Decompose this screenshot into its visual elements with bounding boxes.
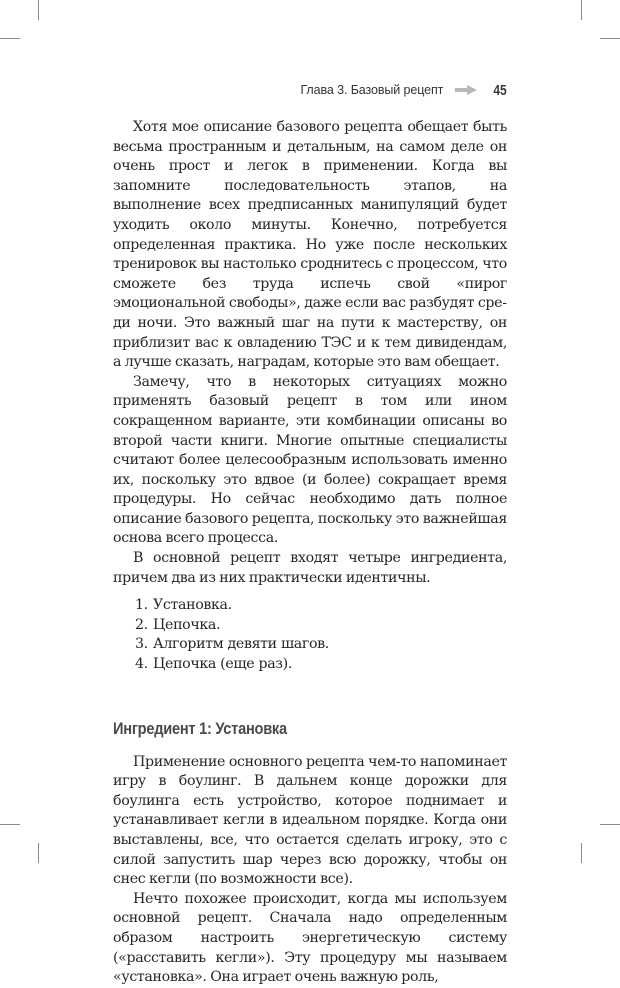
crop-mark-top-left-vertical: [38, 0, 39, 20]
page-body: [113, 118, 507, 988]
list-item-number: 3.: [135, 636, 148, 653]
list-item: [113, 596, 507, 616]
list-item-text: Установка.: [153, 597, 232, 614]
list-item-text: Цепочка.: [153, 616, 221, 633]
list-item-number: 2.: [135, 616, 148, 633]
crop-mark-bottom-right-vertical: [581, 843, 582, 863]
list-item-text: Алгоритм девяти шагов.: [153, 636, 329, 653]
paragraph: Замечу, что в некоторых ситуациях можно применять базовый рецепт в том или ином сокращенном варианте, эти комбинации описаны во второй части книги. Многие опытные специалисты считают более целесообразным использовать именно их, поскольку это вдвое (и более) сокращает время процедуры. Но сейчас необходимо дать полное описание базового рецепта, поскольку это важнейшая основа всего процесса.: [113, 373, 507, 547]
crop-mark-bottom-left-horizontal: [0, 824, 20, 825]
crop-mark-top-left-horizontal: [0, 38, 20, 39]
list-item: [113, 655, 507, 675]
list-item: [113, 616, 507, 636]
list-item-number: 4.: [135, 656, 148, 673]
ingredients-list: [113, 596, 507, 674]
paragraph: В основной рецепт входят четыре ингредиента, причем два из них практически идентичны.: [113, 550, 507, 586]
paragraph: Применение основного рецепта чем-то напоминает игру в боулинг. В дальнем конце дорожки для боулинга есть устройство, которое поднимает и устанавливает кегли в идеальном порядке. Когда они выставлены, все, что остается сделать игроку, это с силой запустить шар через всю дорожку, чтобы он снес кегли (по возможности все).: [113, 753, 507, 888]
crop-mark-bottom-left-vertical: [38, 843, 39, 863]
list-item-text: Цепочка (еще раз).: [153, 656, 293, 673]
crop-mark-top-right-horizontal: [600, 38, 620, 39]
running-header: [300, 80, 507, 100]
list-item-number: 1.: [135, 597, 148, 614]
crop-mark-top-right-vertical: [581, 0, 582, 20]
list-item: [113, 635, 507, 655]
page-number: 45: [493, 81, 507, 99]
paragraph: Нечто похожее происходит, когда мы используем основной рецепт. Сначала надо определенным образом настроить энергетическую систему («расставить кегли»). Эту процедуру мы называем «установка». Она играет очень важную роль,: [113, 890, 507, 986]
section-heading: Ингредиент 1: Установка: [113, 718, 287, 738]
right-arrow-icon: [455, 85, 477, 95]
crop-mark-bottom-right-horizontal: [600, 824, 620, 825]
chapter-title: Глава 3. Базовый рецепт: [300, 83, 444, 97]
paragraph: Хотя мое описание базового рецепта обещает быть весьма пространным и детальным, на самом деле он очень прост и легок в применении. Когда вы запомните последовательность этапов, на выполнение всех предписанных манипуляций будет уходить около минуты. Конечно, потребуется определенная практика. Но уже после нескольких тренировок вы настолько сроднитесь с процессом, что сможете без труда испечь свой «пирог эмоциональной свободы», даже если вас разбудят среди ночи. Это важный шаг на пути к мастерству, он приблизит вас к овладению ТЭС и к тем дивидендам, а лучше сказать, наградам, которые это вам обещает.: [113, 119, 507, 371]
